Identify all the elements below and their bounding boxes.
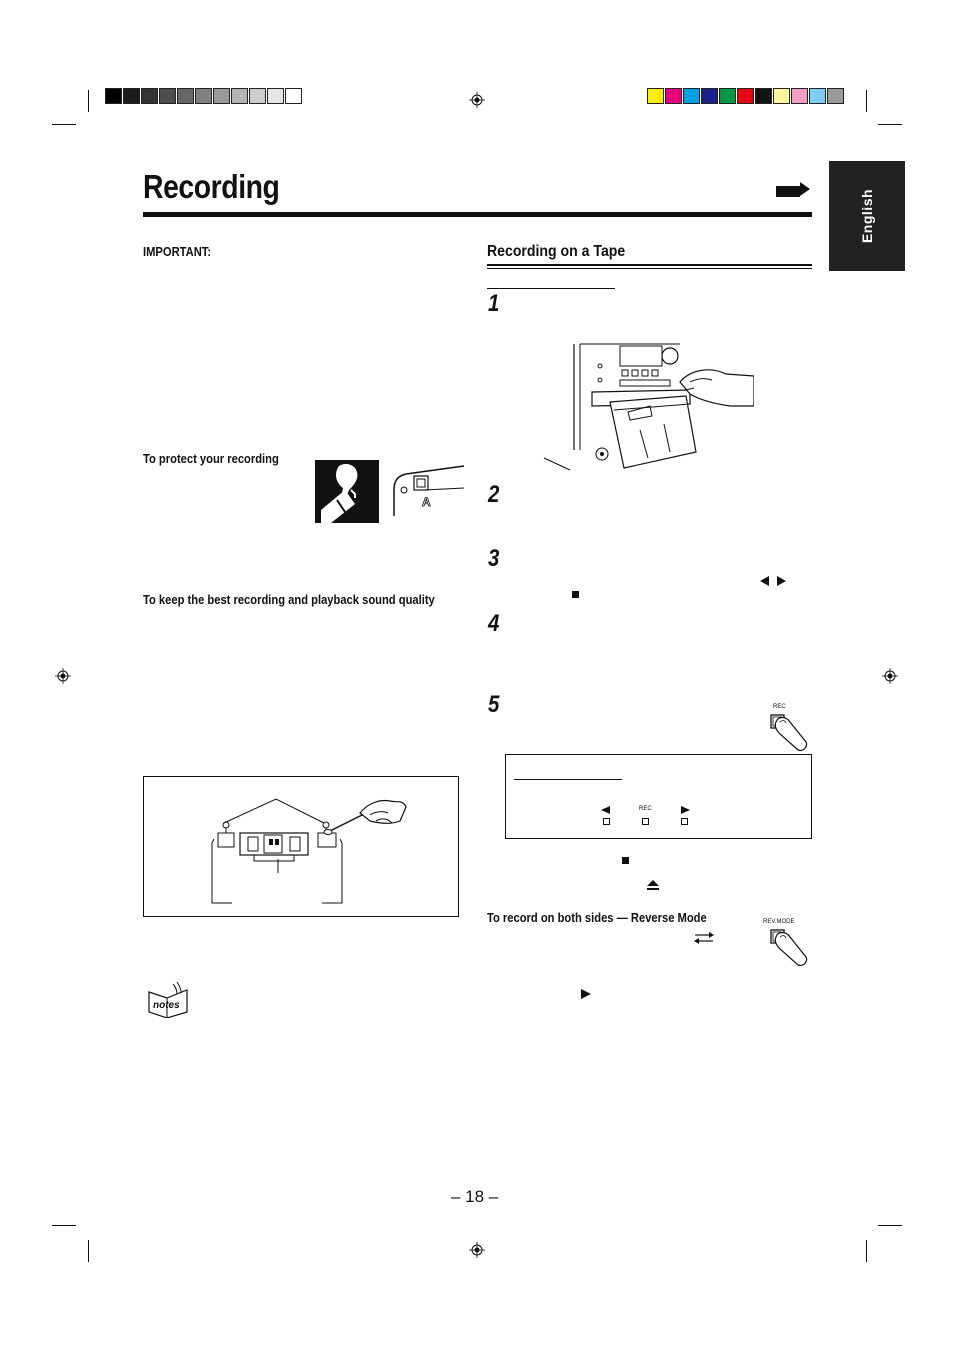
calibration-swatch <box>773 88 790 104</box>
play-icon <box>581 989 591 999</box>
forward-indicator-lamp <box>681 818 688 825</box>
section-heading: Recording on a Tape <box>487 243 626 260</box>
registration-mark-icon <box>469 1242 485 1258</box>
section-rule <box>487 264 812 266</box>
reverse-mode-heading: To record on both sides — Reverse Mode <box>487 910 707 925</box>
rewind-ff-icon <box>760 576 786 586</box>
rec-indicator-lamp <box>642 818 649 825</box>
calibration-swatch <box>791 88 808 104</box>
calibration-swatch <box>827 88 844 104</box>
rev-mode-button-press-illustration[interactable] <box>766 927 812 967</box>
protect-recording-heading: To protect your recording <box>143 451 279 466</box>
registration-mark-icon <box>882 668 898 684</box>
head-cleaning-figure <box>143 776 459 917</box>
crop-mark <box>88 90 89 112</box>
calibration-swatch <box>647 88 664 104</box>
display-subheading-rule <box>514 779 622 780</box>
calibration-swatch <box>231 88 248 104</box>
important-label: IMPORTANT: <box>143 244 212 259</box>
registration-mark-icon <box>469 92 485 108</box>
display-indicator-box <box>505 754 812 839</box>
calibration-swatch <box>285 88 302 104</box>
calibration-swatch <box>159 88 176 104</box>
calibration-swatch <box>249 88 266 104</box>
reverse-mode-icon <box>693 932 717 944</box>
calibration-swatch <box>123 88 140 104</box>
forward-play-indicator-icon <box>680 806 690 814</box>
head-cleaning-illustration <box>144 777 458 916</box>
title-rule <box>143 212 812 217</box>
crop-mark <box>878 1225 902 1226</box>
cassette-insertion-illustration <box>540 340 754 475</box>
calibration-swatch <box>195 88 212 104</box>
arrow-right-icon <box>776 181 810 201</box>
calibration-swatch <box>177 88 194 104</box>
language-tab-label: English <box>859 188 875 244</box>
reverse-play-indicator-icon <box>601 806 611 814</box>
eject-icon <box>647 880 659 890</box>
color-calibration-bar <box>647 88 845 104</box>
registration-mark-icon <box>55 668 71 684</box>
step-number-1: 1 <box>488 290 500 317</box>
tab-break-illustration <box>315 460 379 523</box>
calibration-swatch <box>267 88 284 104</box>
crop-mark <box>866 1240 867 1262</box>
calibration-swatch <box>755 88 772 104</box>
calibration-swatch <box>141 88 158 104</box>
step-number-5: 5 <box>488 691 500 718</box>
rev-mode-button-label: REV.MODE <box>763 919 795 925</box>
language-tab <box>829 161 905 271</box>
sound-quality-heading: To keep the best recording and playback sound quality <box>143 592 435 607</box>
stop-icon <box>572 591 579 598</box>
calibration-swatch <box>213 88 230 104</box>
step-number-3: 3 <box>488 545 500 572</box>
display-rec-label: REC <box>639 806 652 812</box>
calibration-swatch <box>683 88 700 104</box>
cassette-tab-illustration <box>392 460 464 516</box>
crop-mark <box>878 124 902 125</box>
step-number-4: 4 <box>488 610 500 637</box>
rec-button-label: REC <box>773 704 786 710</box>
calibration-swatch <box>701 88 718 104</box>
calibration-swatch <box>105 88 122 104</box>
calibration-swatch <box>665 88 682 104</box>
notes-icon <box>145 982 191 1018</box>
page-number: – 18 – <box>451 1187 499 1206</box>
svg-text:A: A <box>422 495 431 509</box>
calibration-swatch <box>809 88 826 104</box>
notes-icon-text: notes <box>153 1000 180 1011</box>
crop-mark <box>866 90 867 112</box>
crop-mark <box>88 1240 89 1262</box>
step-number-2: 2 <box>488 481 500 508</box>
stop-icon <box>622 857 629 864</box>
crop-mark <box>52 124 76 125</box>
subheading-rule <box>487 288 615 289</box>
calibration-swatch <box>737 88 754 104</box>
section-rule <box>487 268 812 269</box>
grayscale-calibration-bar <box>105 88 303 104</box>
crop-mark <box>52 1225 76 1226</box>
calibration-swatch <box>719 88 736 104</box>
page-title: Recording <box>143 168 280 205</box>
reverse-indicator-lamp <box>603 818 610 825</box>
rec-button-press-illustration[interactable] <box>766 712 812 752</box>
